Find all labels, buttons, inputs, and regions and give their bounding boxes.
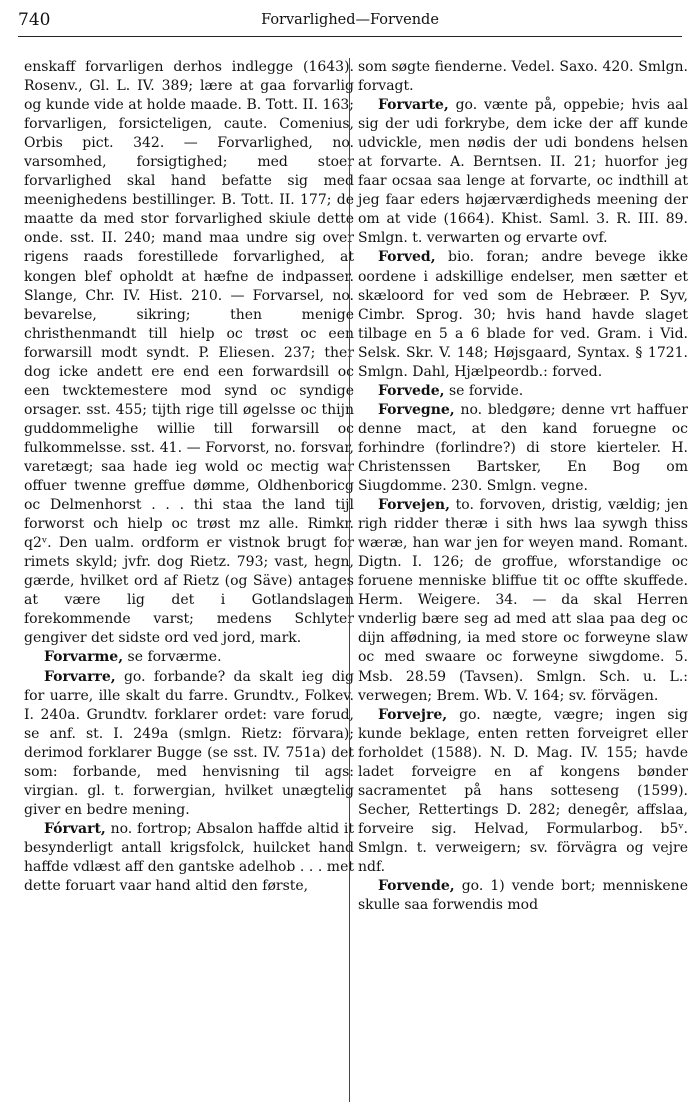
entry-headword: Forvegne, <box>378 401 455 418</box>
entry-headword: Forvarte, <box>378 97 449 114</box>
left-column <box>24 58 354 896</box>
dictionary-entry <box>24 648 354 667</box>
column-divider <box>349 58 350 1102</box>
entry-headword: Forvede, <box>378 382 445 399</box>
entry-text: se forvide. <box>444 382 524 399</box>
entry-text: se forværme. <box>123 649 222 666</box>
dictionary-entry <box>358 496 688 706</box>
entry-text: go. forbande? da skalt ieg dig for uarre, ille skalt du farre. Grundtv., Folkev. I. 240a. Grundtv. forklarer ordet: vare forud, se anf. st. I. 249a (smlgn. Rietz: förvara); derimod forklarer Bugge (se sst. IV. 751a) det som: forbande, med henvisning til ags: virgian. gl. t. forwergian, hvilket unægtelig giver en bedre mening. <box>24 668 354 818</box>
entry-text: to. forvoven, dristig, vældig; jen righ ridder theræ i sith hws laa sywgh thiss wæræ, han war jen for weyen mand. Romant. Digtn. I. 126; de groffue, wforstandige oc foruene menniske bliffue tit oc offte skuffede. Herm. Weigere. 34. — da skal Herren vnderlig bære seg ad med att slaa paa deg oc dijn affødning, ia med store oc forweyne slaw oc med swaare oc forweyne siwgdome. 5. Msb. 28.59 (Tavsen). Smlgn. Sch. u. L.: verwegen; Brem. Wb. V. 164; sv. förvägen. <box>358 497 688 704</box>
entry-text: bio. foran; andre bevege ikke oordene i adskillige endelser, men sætter et skæloord for ved som de Hebræer. P. Syv, Cimbr. Sprog. 30; hvis hand havde slaget tilbage en 5 a 6 blade for ved. Gram. i Vid. Selsk. Skr. V. 148; Højsgaard, Syntax. § 1721. Smlgn. Dahl, Hjælpeordb.: forved. <box>358 249 688 380</box>
entry-headword: Forvende, <box>378 878 455 895</box>
dictionary-entry <box>24 668 354 820</box>
entry-text: go. vænte på, oppebie; hvis aal sig der udi forkrybe, dem icke der aff kunde udvickle, men nødis der udi bondens helsen at forvarte. A. Berntsen. II. 21; huorfor jeg faar ocsaa saa lenge at forvarte, oc indthill at jeg faar eders højærværdigheds meening der om at vide (1664). Khist. Saml. 3. R. III. 89. Smlgn. t. verwarten og ervarte ovf. <box>358 97 688 247</box>
right-column <box>358 58 688 915</box>
running-title: Forvarlighed—Forvende <box>261 12 439 28</box>
entry-headword: Forvejen, <box>378 497 450 514</box>
page-header <box>18 6 682 37</box>
entry-headword: Forved, <box>378 249 436 266</box>
entry-headword: Forvarme, <box>44 649 124 666</box>
dictionary-entry <box>358 248 688 381</box>
entry-text: no. bledgøre; denne vrt haffuer denne mact, at den kand foruegne oc forhindre (forlindre?) di store kierteler. H. Christenssen Bartsker, En Bog om Siugdomme. 230. Smlgn. vegne. <box>358 401 688 495</box>
dictionary-entry <box>24 58 354 648</box>
dictionary-entry <box>358 706 688 877</box>
entry-text: som søgte fienderne. Vedel. Saxo. 420. Smlgn. forvagt. <box>358 59 688 95</box>
dictionary-entry <box>358 877 688 915</box>
dictionary-entry <box>358 96 688 248</box>
page-number: 740 <box>18 10 51 30</box>
dictionary-entry <box>24 820 354 896</box>
dictionary-entry <box>358 58 688 96</box>
entry-text: go. 1) vende bort; menniskene skulle saa forwendis mod <box>358 878 688 914</box>
entry-headword: Forvarre, <box>44 668 116 685</box>
entry-headword: Forvejre, <box>378 706 448 723</box>
entry-text: enskaff forvarligen derhos indlegge (1643). Rosenv., Gl. L. IV. 389; lære at gaa forvarlig og kunde vide at holde maade. B. Tott. II. 163; forvarligen, forsicteligen, caute. Comenius, Orbis pict. 342. — Forvarlighed, no. varsomhed, forsigtighed; med stoer forvarlighed skal hand befatte sig med meenighedens bestillinger. B. Tott. II. 177; de maatte da med stor forvarlighed skiule dette onde. sst. II. 240; mand maa undre sig over rigens raads forestillede forvarlighed, at kongen blef opholdt at hæfne de indpasser. Slange, Chr. IV. Hist. 210. — Forvarsel, no. bevarelse, sikring; then menige christhenmandt till hielp oc trøst oc een forwarsill modt syndt. P. Eliesen. 237; ther dog icke andett ere end een forwardsill oc een twcktemestere mod synd oc syndige orsager. sst. 455; tijth rige till øgelsse oc thijn guddommelighe willie till forwarsill oc fulkommelsse. sst. 41. — Forvorst, no. forsvar, varetægt; saa hade ieg wold oc mectig war offuer twenne greffue dømme, Oldhenboricg oc Delmenhorst . . . thi staa the land tijl forworst och hielp oc trøst mz alle. Rimkr. q2ᵛ. Den ualm. ordform er vistnok brugt for rimets skyld; jvfr. dog Rietz. 793; vast, hegn, gærde, hvilket ord af Rietz (og Säve) antages at være lig det i Gotlandslagen forekommende varst; medens Schlyter gengiver det sidste ord ved jord, mark. <box>24 59 354 647</box>
entry-text: go. nægte, vægre; ingen sig kunde beklage, enten retten forveigret eller forholdet (1588). N. D. Mag. IV. 155; havde ladet forveigre en af kongens bønder sacramentet på hans sotteseng (1599). Secher, Rettertings D. 282; denegêr, affslaa, forveire sig. Helvad, Formularbog. b5ᵛ. Smlgn. t. verweigern; sv. förvägra og vejre ndf. <box>358 706 688 875</box>
dictionary-entry <box>358 401 688 496</box>
entry-text: no. fortrop; Absalon haffde altid it besynderligt antall krigsfolck, huilcket hand haffde vdlæst aff den gantske adelhob . . . met dette foruart vaar hand altid den første, <box>24 820 354 895</box>
dictionary-entry <box>358 382 688 401</box>
entry-headword: Fórvart, <box>44 820 106 837</box>
